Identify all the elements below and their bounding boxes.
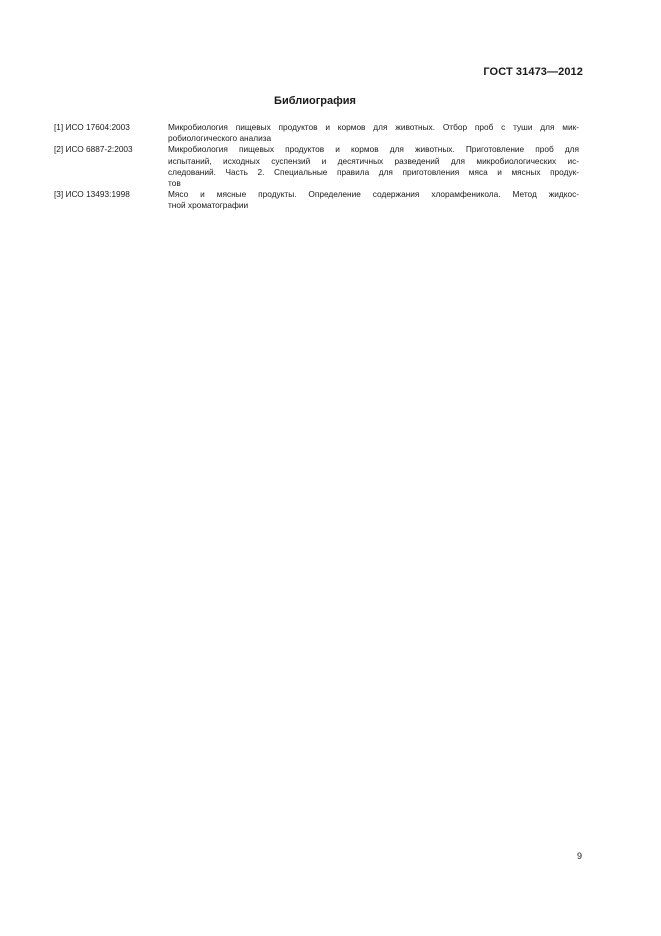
bibliography-entry-1: [54, 122, 579, 144]
bibliography-text-line: Мясо и мясные продукты. Определение содержания хлорамфеникола. Метод жидкос-: [168, 189, 579, 200]
bibliography-description: [168, 189, 579, 211]
bibliography-text-line: тов: [168, 178, 181, 189]
bibliography-text-line: испытаний, исходных суспензий и десятичных разведений для микробиологических ис-: [168, 155, 579, 166]
bibliography-ref: [2] ИСО 6887-2:2003: [54, 144, 133, 155]
bibliography-list: [54, 122, 579, 212]
page-number: 9: [576, 851, 582, 861]
bibliography-ref: [3] ИСО 13493:1998: [54, 189, 130, 200]
bibliography-text-line: Микробиология пищевых продуктов и кормов для животных. Отбор проб с туши для мик-: [168, 122, 579, 132]
bibliography-ref: [1] ИСО 17604:2003: [54, 122, 130, 132]
bibliography-description: [168, 144, 579, 189]
bibliography-text-line: тной хроматографии: [168, 200, 249, 211]
bibliography-text-line: Микробиология пищевых продуктов и кормов для животных. Приготовление проб для: [168, 144, 579, 155]
document-standard-number: ГОСТ 31473—2012: [483, 66, 583, 78]
bibliography-description: [168, 122, 579, 144]
bibliography-text-line: следований. Часть 2. Специальные правила для приготовления мяса и мясных продук-: [168, 166, 579, 177]
page-title: Библиография: [274, 95, 356, 107]
bibliography-entry-2: [54, 144, 579, 189]
bibliography-text-line: робиологического анализа: [168, 133, 272, 144]
bibliography-entry-3: [54, 189, 579, 211]
